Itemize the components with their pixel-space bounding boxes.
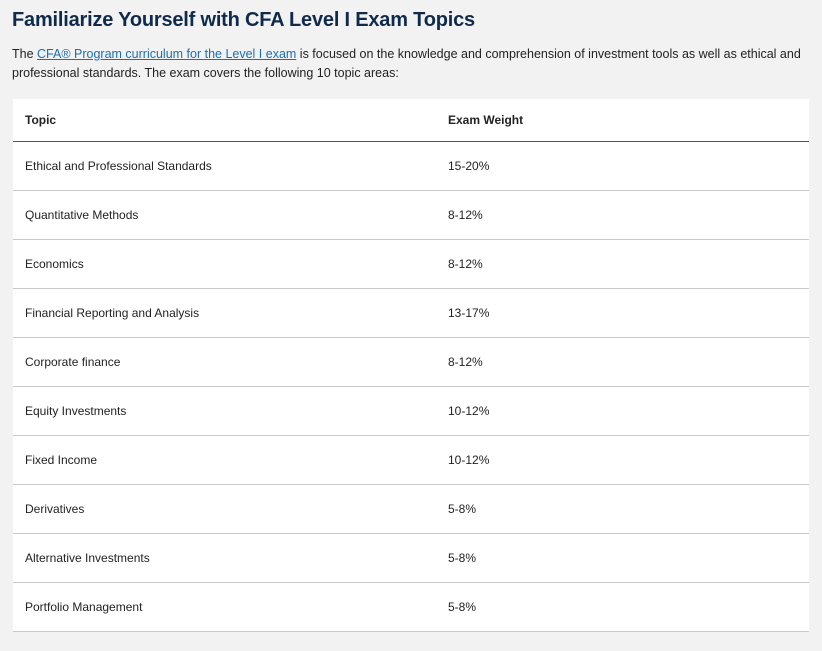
topic-cell: Equity Investments bbox=[25, 404, 127, 418]
table-row bbox=[13, 289, 809, 338]
table-row bbox=[13, 142, 809, 191]
table-row bbox=[13, 534, 809, 583]
intro-prefix: The bbox=[12, 47, 38, 61]
header-exam-weight: Exam Weight bbox=[448, 113, 524, 127]
weight-cell: 10-12% bbox=[448, 404, 490, 418]
table-row bbox=[13, 387, 809, 436]
weight-cell: 15-20% bbox=[448, 159, 490, 173]
weight-cell: 5-8% bbox=[448, 600, 477, 614]
table-row bbox=[13, 583, 809, 632]
table-header-row bbox=[13, 99, 809, 142]
weight-cell: 8-12% bbox=[448, 355, 483, 369]
weight-cell: 5-8% bbox=[448, 551, 477, 565]
weight-cell: 13-17% bbox=[448, 306, 490, 320]
header-topic: Topic bbox=[25, 113, 57, 127]
weight-cell: 8-12% bbox=[448, 257, 483, 271]
topic-cell: Fixed Income bbox=[25, 453, 98, 467]
topic-cell: Ethical and Professional Standards bbox=[25, 159, 212, 173]
topic-cell: Corporate finance bbox=[25, 355, 121, 369]
topic-cell: Financial Reporting and Analysis bbox=[25, 306, 200, 320]
weight-cell: 10-12% bbox=[448, 453, 490, 467]
topic-cell: Economics bbox=[25, 257, 84, 271]
topic-cell: Alternative Investments bbox=[25, 551, 150, 565]
table-row bbox=[13, 436, 809, 485]
weight-cell: 8-12% bbox=[448, 208, 483, 222]
curriculum-link[interactable]: CFA® Program curriculum for the Level I exam bbox=[37, 47, 297, 61]
topic-cell: Quantitative Methods bbox=[25, 208, 139, 222]
table-row bbox=[13, 485, 809, 534]
topic-cell: Portfolio Management bbox=[25, 600, 143, 614]
intro-suffix: is focused on the knowledge and comprehension of investment tools as well as ethical and professional standards. The exam covers the following 10 topic areas: bbox=[12, 47, 801, 80]
weight-cell: 5-8% bbox=[448, 502, 477, 516]
table-row bbox=[13, 191, 809, 240]
topic-cell: Derivatives bbox=[25, 502, 85, 516]
page-title: Familiarize Yourself with CFA Level I Exam Topics bbox=[12, 9, 475, 31]
intro-paragraph bbox=[12, 45, 802, 83]
exam-topics-table bbox=[13, 99, 809, 632]
table-row bbox=[13, 338, 809, 387]
table-row bbox=[13, 240, 809, 289]
